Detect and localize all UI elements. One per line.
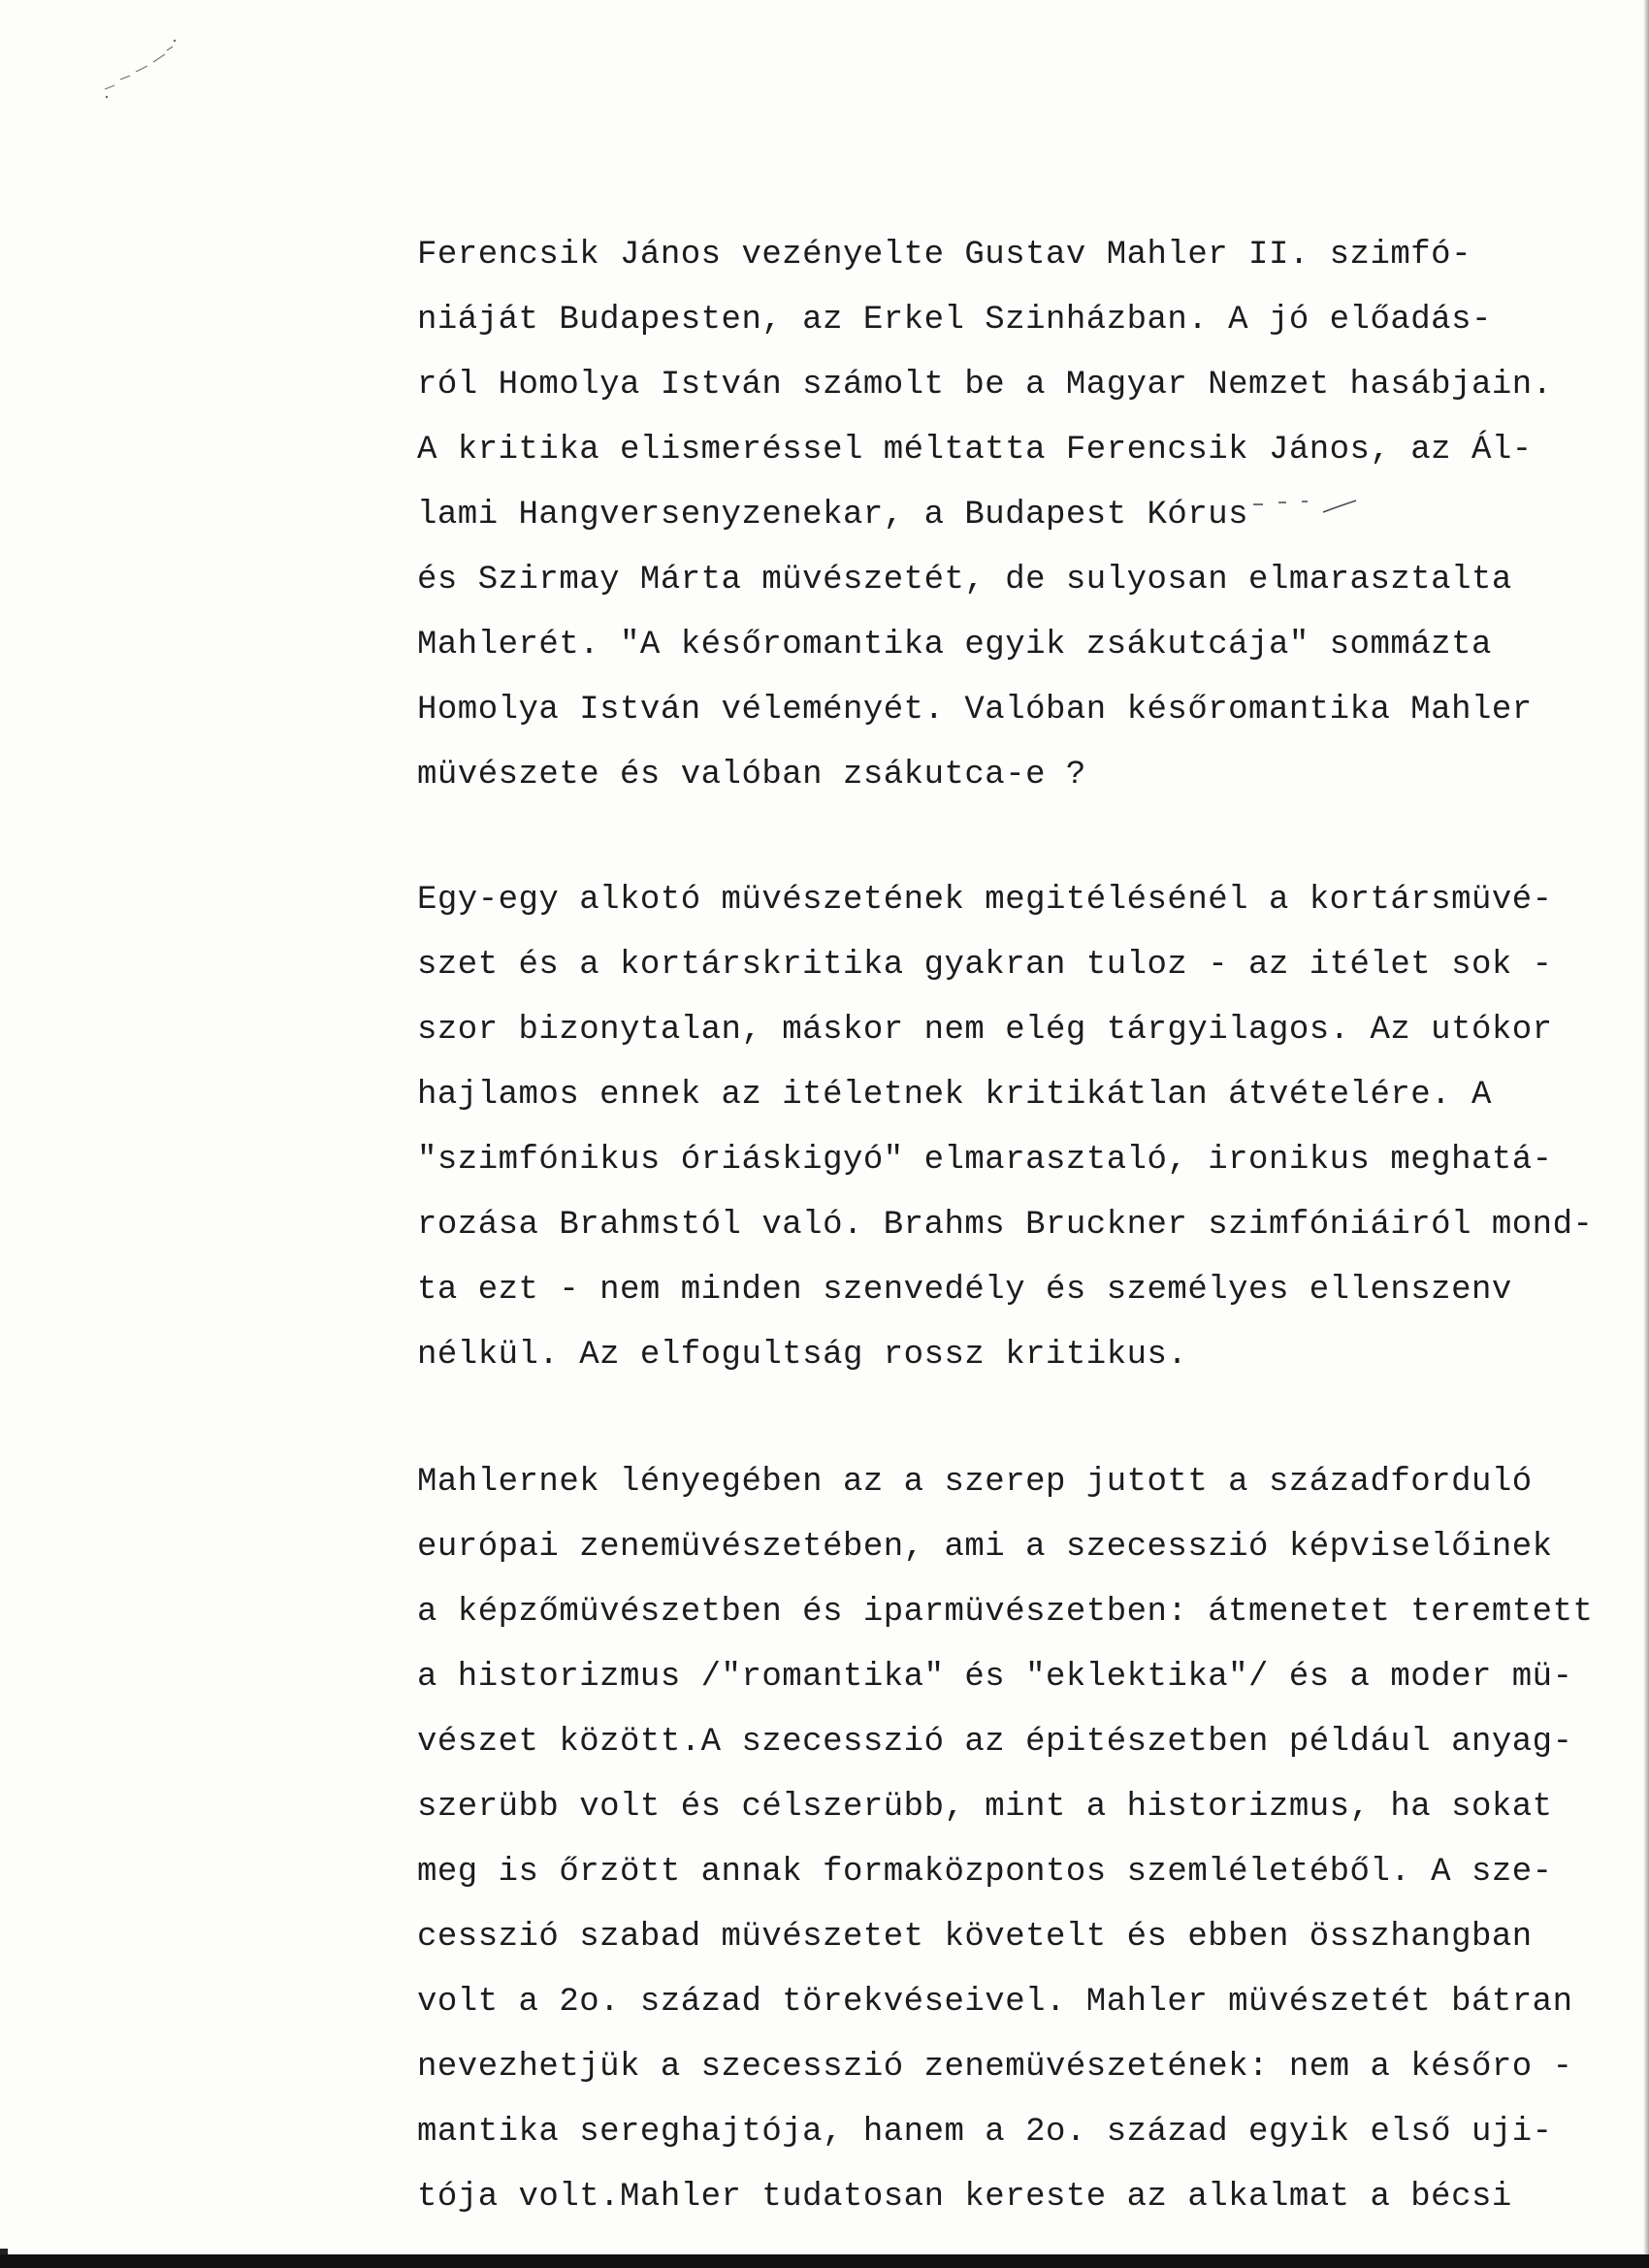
text-line: nélkül. Az elfogultság rossz kritikus.: [417, 1337, 1188, 1374]
text-line: tója volt.Mahler tudatosan kereste az alkalmat a bécsi: [417, 2179, 1512, 2216]
text-line: szerübb volt és célszerübb, mint a historizmus, ha sokat: [417, 1789, 1553, 1826]
scan-smudge-mark: [97, 29, 213, 107]
text-line: mantika sereghajtója, hanem a 2o. század egyik első uji-: [417, 2114, 1553, 2151]
text-line: szor bizonytalan, máskor nem elég tárgyilagos. Az utókor: [417, 1012, 1553, 1049]
text-line: cesszió szabad müvészetet követelt és ebben összhangban: [417, 1919, 1533, 1956]
paragraph-3: [417, 1450, 1594, 2230]
text-line: müvészete és valóban zsákutca-e ?: [417, 757, 1086, 794]
text-line: rozása Brahmstól való. Brahms Bruckner szimfóniáiról mond-: [417, 1207, 1594, 1244]
text-line: és Szirmay Márta müvészetét, de sulyosan elmarasztalta: [417, 562, 1512, 599]
text-line: niáját Budapesten, az Erkel Szinházban. A jó előadás-: [417, 302, 1492, 339]
text-line: szet és a kortárskritika gyakran tuloz - az itélet sok -: [417, 947, 1553, 984]
text-line: Mahlernek lényegében az a szerep jutott a századforduló: [417, 1464, 1533, 1501]
text-line: hajlamos ennek az itéletnek kritikátlan átvételére. A: [417, 1077, 1492, 1114]
text-line: ta ezt - nem minden szenvedély és személyes ellenszenv: [417, 1272, 1512, 1309]
text-line: ról Homolya István számolt be a Magyar Nemzet hasábjain.: [417, 367, 1553, 404]
paragraph-2: [417, 868, 1594, 1388]
text-line: a képzőmüvészetben és iparmüvészetben: átmenetet teremtett: [417, 1594, 1594, 1631]
text-line: Mahlerét. "A későromantika egyik zsákutcája" sommázta: [417, 627, 1492, 664]
text-line: meg is őrzött annak formaközpontos szemléletéből. A sze-: [417, 1854, 1553, 1891]
paragraph-1: [417, 223, 1581, 808]
text-line: lami Hangversenyzenekar, a Budapest Kórus: [417, 497, 1249, 534]
scan-bottom-edge: [0, 2254, 1649, 2268]
text-line: volt a 2o. század törekvéseivel. Mahler müvészetét bátran: [417, 1984, 1573, 2021]
page-right-edge-shadow: [1643, 0, 1649, 2268]
text-line: A kritika elismeréssel méltatta Ferencsik János, az Ál-: [417, 432, 1533, 469]
text-line: Egy-egy alkotó müvészetének megitélésénél a kortársmüvé-: [417, 882, 1553, 919]
text-line: a historizmus /"romantika" és "eklektika"/ és a moder mü-: [417, 1659, 1573, 1696]
text-line: Homolya István véleményét. Valóban későromantika Mahler: [417, 692, 1533, 729]
text-line: nevezhetjük a szecesszió zenemüvészetének: nem a későro -: [417, 2049, 1573, 2086]
text-line: vészet között.A szecesszió az épitészetben például anyag-: [417, 1724, 1573, 1761]
text-line: Ferencsik János vezényelte Gustav Mahler II. szimfó-: [417, 237, 1471, 274]
text-line: "szimfónikus óriáskigyó" elmarasztaló, ironikus meghatá-: [417, 1142, 1553, 1179]
text-line: európai zenemüvészetében, ami a szecesszió képviselőinek: [417, 1529, 1553, 1566]
